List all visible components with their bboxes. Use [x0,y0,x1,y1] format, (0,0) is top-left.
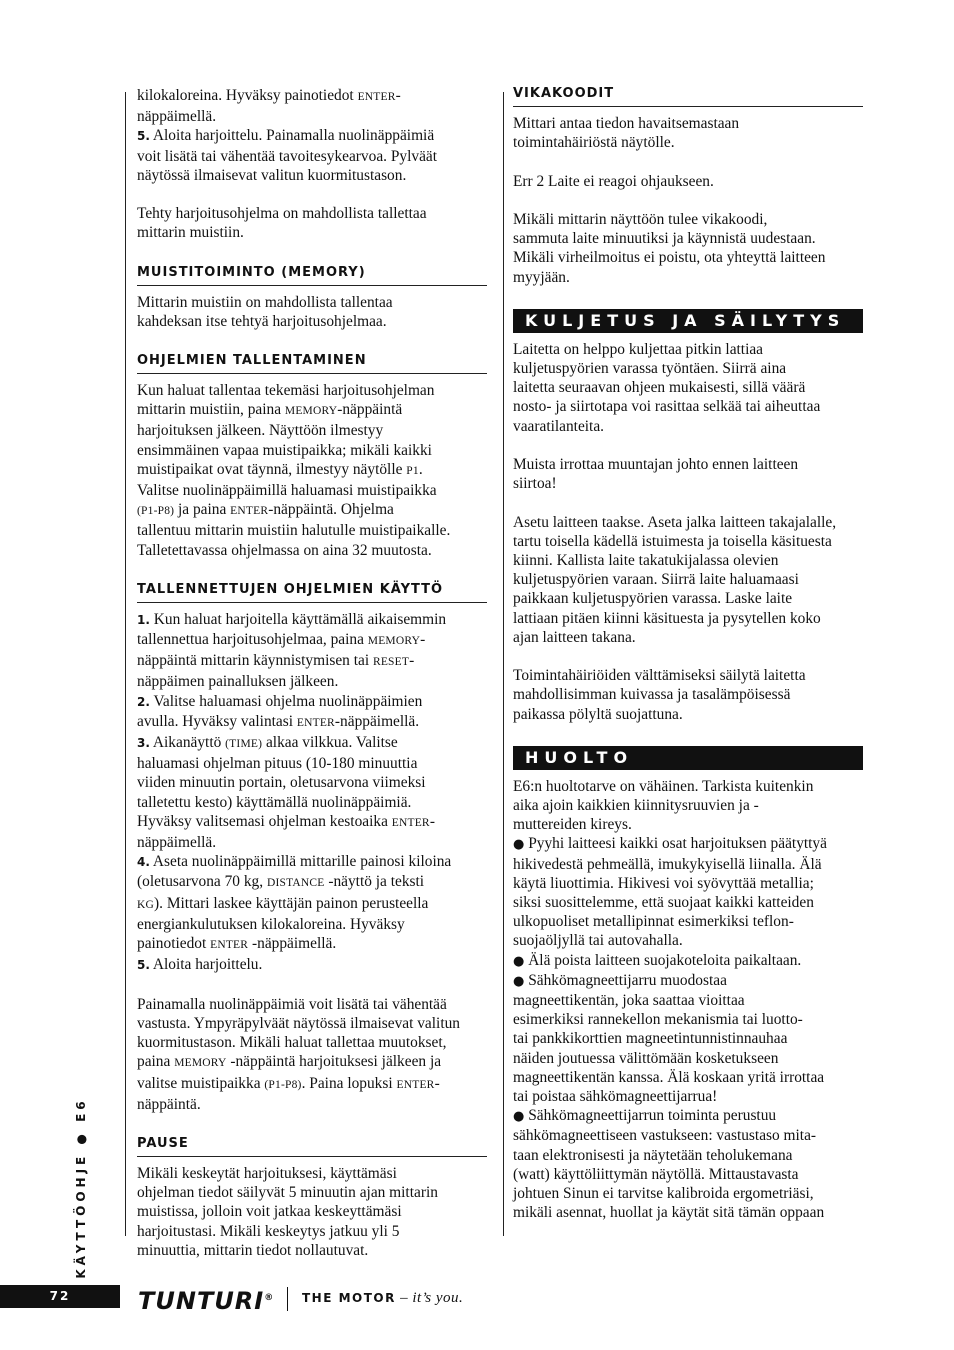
text-line: suojaöljyllä tai autovahalla. [513,932,683,950]
text-line: tallentuu mittarin muistiin halutulle muistipaikalle. [137,522,451,540]
memory-heading: MUISTITOIMINTO (MEMORY) [137,265,487,286]
text-line: (oletusarvona 70 kg, DISTANCE -näyttö ja teksti [137,873,425,891]
text-line: kilokaloreina. Hyväksy painotiedot ENTER- [137,87,401,104]
text-line: kuljetuspyörien varaan. Siirrä laite haluamaasi [513,571,799,589]
text-line: toimintahäiriöstä näytölle. [513,134,675,152]
text-line: tartu toisella kädellä istuimesta ja toisella käsituesta [513,532,832,550]
text-line: E6:n huoltotarve on vähäinen. Tarkista kuitenkin [513,777,814,795]
text-line: ulkopuoliset metallipinnat esimerkiksi teflon- [513,913,794,931]
side-label [66,1097,96,1279]
text-line: Toimintahäiriöiden välttämiseksi säilytä laitetta [513,667,806,685]
text-line: energiankulutuksen kilokaloreina. Hyväksy [137,915,405,933]
text-line: (watt) käyttöliittymän näytöllä. Mittaustavasta [513,1165,799,1183]
text-line: mittarin muistiin, paina MEMORY-näppäintä [137,401,403,419]
text-line: minuuttia, mittarin tiedot nollautuvat. [137,1241,369,1259]
blank-line [513,152,863,171]
saved-programs-heading: TALLENNETTUJEN OHJELMIEN KÄYTTÖ [137,582,487,603]
step-number: 4. [137,855,150,870]
text-line: voit lisätä tai vähentää tavoitesykearvoa. Pylväät [137,147,438,165]
text-line: hikivedestä pehmeällä, imukykyisellä liinalla. Älä [513,855,822,873]
text-line: Mikäli mittarin näyttöön tulee vikakoodi, [513,210,768,228]
text-line: johtuen Sinun ei tarvitse kalibroida ergometriäsi, [513,1185,814,1203]
logo-text: TUNTURI [138,1287,265,1315]
pause-text [137,1164,487,1260]
text-line: Valitse nuolinäppäimillä haluamasi muistipaikka [137,482,437,500]
key-label: MEMORY [367,635,421,648]
key-label: DISTANCE [266,877,325,890]
text-line: Mikäli keskeytät harjoituksesi, käyttämäsi [137,1164,397,1182]
tagline-italic: it’s you. [412,1290,464,1306]
text-line: mittarin muistiin. [137,224,244,242]
key-label: RESET [372,656,410,669]
text-line: 5. Aloita harjoittelu. [137,956,263,974]
key-label: ENTER [296,716,335,729]
text-line: Muista irrottaa muuntajan johto ennen laitteen [513,456,799,473]
text-line: näppäintä mittarin käynnistymisen tai RESET- [137,652,415,670]
text-line: muttereiden kireys. [513,816,632,834]
column-divider-left [125,92,126,1236]
text-line: magneettikentän, joka saattaa vioittaa [513,992,745,1010]
maintenance-banner: HUOLTO [513,746,863,770]
transport-text [513,340,863,724]
text-line: ohjelman tiedot säilyvät 5 minuutin ajan mittarin [137,1184,438,1202]
key-label: ENTER [396,1078,435,1091]
text-line: siirtoa! [513,475,557,493]
key-label: ENTER [357,91,396,103]
text-line: KG). Mittari laskee käyttäjän painon perusteella [137,894,429,912]
text-line: 1. Kun haluat harjoitella käyttämällä aikaisemmin [137,610,447,628]
text-line: ajan laitteen takana. [513,628,636,646]
text-line: aika ajoin kaikkien kiinnitysruuvien ja - [513,797,759,815]
text-line: taan elektronisesti ja näytetään teholukemana [513,1146,793,1164]
text-line: viiden minuutin portain, oletusarvona viimeksi [137,774,426,792]
saved-programs-text [137,610,487,1114]
text-line: näytössä ilmaisevat valitun kuormitustason. [137,166,407,184]
blank-line [513,436,863,455]
text-line: lattiaan pitäen kiinni käsituesta ja pysytellen koko [513,609,821,627]
key-label: ENTER [230,505,269,518]
text-line: 2. Valitse haluamasi ohjelma nuolinäppäimien [137,692,423,710]
side-label-text: KÄYTTÖOHJE ● E6 [74,1097,88,1279]
text-line: näiden joutuessa välittömään kosketukseen [513,1049,779,1067]
text-line: kahdeksan itse tehtyä harjoitusohjelmaa. [137,312,387,330]
text-line: nosto- ja siirtotapa voi rasittaa selkää tai aiheuttaa [513,398,821,416]
step-number: 5. [137,958,150,973]
key-label: MEMORY [284,405,338,418]
text-line: Kun haluat tallentaa tekemäsi harjoitusohjelman [137,382,435,400]
text-line: talletettu kesto) käyttämällä nuolinäppäimiä. [137,793,412,811]
text-line: näppäimen painalluksen jälkeen. [137,673,339,691]
blank-line [513,493,863,512]
text-line: näppäintä. [137,1095,201,1113]
text-line: näppäimellä. [137,108,217,126]
text-line: paina MEMORY -näppäintä harjoituksesi jälkeen ja [137,1053,442,1071]
left-column [137,86,487,1260]
bullet-icon: ● [513,973,525,989]
text-line: 5. Aloita harjoittelu. Painamalla nuolinäppäimiä [137,127,435,145]
bullet-icon: ● [513,953,525,969]
tagline-main: THE MOTOR [302,1291,396,1305]
key-label: (P1-P8) [137,505,175,518]
text-line: paikkaan kuljetuspyörien varassa. Laske laite [513,590,793,608]
step-number: 3. [137,736,150,751]
text-line: Mittari antaa tiedon havaitsemastaan [513,115,740,132]
transport-banner: KULJETUS JA SÄILYTYS [513,309,863,333]
step-number: 5. [137,129,150,144]
text-line: kuljetuspyörien varassa työntäen. Siirrä aina [513,360,787,377]
text-line: myyjään. [513,268,570,286]
text-line: muistissa, jolloin voit jatkaa keskeyttämäsi [137,1203,402,1221]
error-codes-text [513,114,863,287]
text-line: ● Sähkömagneettijarru muodostaa [513,971,727,989]
key-label: (TIME) [225,738,263,751]
text-line: Mikäli virheilmoitus ei poistu, ota yhteyttä laitteen [513,249,826,267]
maintenance-text [513,777,863,1223]
text-line: avulla. Hyväksy valintasi ENTER-näppäimellä. [137,712,420,730]
text-line: käytä liuottimia. Hikivesi voi syövyttää metallia; [513,874,814,892]
text-line: kuormitustason. Mikäli haluat tallettaa muutokset, [137,1034,447,1052]
text-line: Tehty harjoitusohjelma on mahdollista tallettaa [137,205,427,223]
text-line: kiinni. Kallista laite takatukijalassa olevien [513,552,779,569]
text-line: Hyväksy valitsemasi ohjelman kestoaika ENTER- [137,812,435,830]
text-line: Asetu laitteen taakse. Aseta jalka laitteen takajalalle, [513,513,837,531]
text-line: tai poistaa sähkömagneettijarrua! [513,1088,718,1106]
text-line: laitetta seuraavan ohjeen mukaisesti, sillä väärä [513,379,806,397]
key-label: ENTER [210,939,249,952]
text-line: paikassa pölyltä suojattuna. [513,705,683,723]
text-line: mahdollisimman kuivassa ja tasalämpöisessä [513,686,791,704]
text-line: näppäimellä. [137,834,217,852]
text-line: tai pankkikorttien magneetintunnistinnauhaa [513,1030,788,1048]
saving-text [137,381,487,560]
step-number: 1. [137,612,150,627]
key-label: KG [137,898,155,911]
text-line: ensimmäinen vapaa muistipaikka; mikäli kaikki [137,441,432,459]
text-line: 3. Aikanäyttö (TIME) alkaa vilkkua. Valitse [137,734,398,752]
saving-heading: OHJELMIEN TALLENTAMINEN [137,353,487,374]
blank-line [137,976,487,995]
tagline-dash: – [395,1290,413,1306]
tagline [302,1288,463,1308]
memory-text [137,293,487,331]
pause-heading: PAUSE [137,1136,487,1157]
text-line: vastusta. Ympyräpylväät näytössä ilmaisevat valitun [137,1014,460,1032]
text-line: esimerkiksi rannekellon mekanismia tai luotto- [513,1011,803,1029]
text-line: ● Pyyhi laitteesi kaikki osat harjoituksen päätyttyä [513,835,827,853]
text-line: vaaratilanteita. [513,417,605,435]
text-line: harjoituksen jälkeen. Näyttöön ilmestyy [137,422,384,440]
column-divider-middle [503,92,504,1236]
text-line: ● Sähkömagneettijarrun toiminta perustuu [513,1107,777,1125]
key-label: ENTER [391,816,430,829]
text-line: haluamasi ohjelman pituus (10-180 minuuttia [137,755,418,773]
text-line: tallennettua harjoitusohjelmaa, paina MEMORY- [137,631,426,649]
error-codes-heading: VIKAKOODIT [513,86,863,107]
text-line: 4. Aseta nuolinäppäimillä mittarille painosi kiloina [137,853,452,871]
text-line: sähkömagneettiseen vastukseen: vastustaso mita- [513,1127,817,1145]
key-label: (P1-P8) [264,1078,302,1091]
right-column [513,86,863,1222]
intro-text [137,86,487,243]
text-line: (P1-P8) ja paina ENTER-näppäintä. Ohjelma [137,501,394,519]
key-label: MEMORY [174,1057,227,1070]
text-line: muistipaikat ovat täynnä, ilmestyy näytölle P1. [137,460,423,478]
text-line: valitse muistipaikka (P1-P8). Paina lopuksi ENTER- [137,1074,440,1092]
text-line: magneettikentän kanssa. Älä koskaan yritä irrottaa [513,1068,825,1086]
registered-mark: ® [264,1293,275,1303]
page-number: 72 [0,1285,120,1308]
blank-line [137,185,487,204]
text-line: Err 2 Laite ei reagoi ohjaukseen. [513,172,714,190]
text-line: Painamalla nuolinäppäimiä voit lisätä tai vähentää [137,995,447,1013]
footer-divider [287,1287,288,1311]
blank-line [513,191,863,210]
text-line: siksi suosittelemme, että suojaat kaikki katteiden [513,894,814,912]
text-line: sammuta laite minuutiksi ja käynnistä uudestaan. [513,230,816,248]
bullet-icon: ● [513,837,525,853]
tunturi-logo [138,1284,274,1315]
text-line: mikäli asennat, huollat ja käytät sitä tämän oppaan [513,1204,825,1222]
blank-line [513,647,863,666]
text-line: harjoitustasi. Mikäli keskeytys jatkuu yli 5 [137,1222,400,1240]
step-number: 2. [137,694,150,709]
text-line: Laitetta on helppo kuljettaa pitkin lattiaa [513,340,764,358]
key-label: P1 [406,464,419,477]
bullet-icon: ● [513,1109,525,1125]
text-line: Mittarin muistiin on mahdollista tallentaa [137,293,393,311]
text-line: Talletettavassa ohjelmassa on aina 32 muutosta. [137,541,432,559]
text-line: ● Älä poista laitteen suojakoteloita paikaltaan. [513,951,802,969]
text-line: painotiedot ENTER -näppäimellä. [137,935,337,953]
